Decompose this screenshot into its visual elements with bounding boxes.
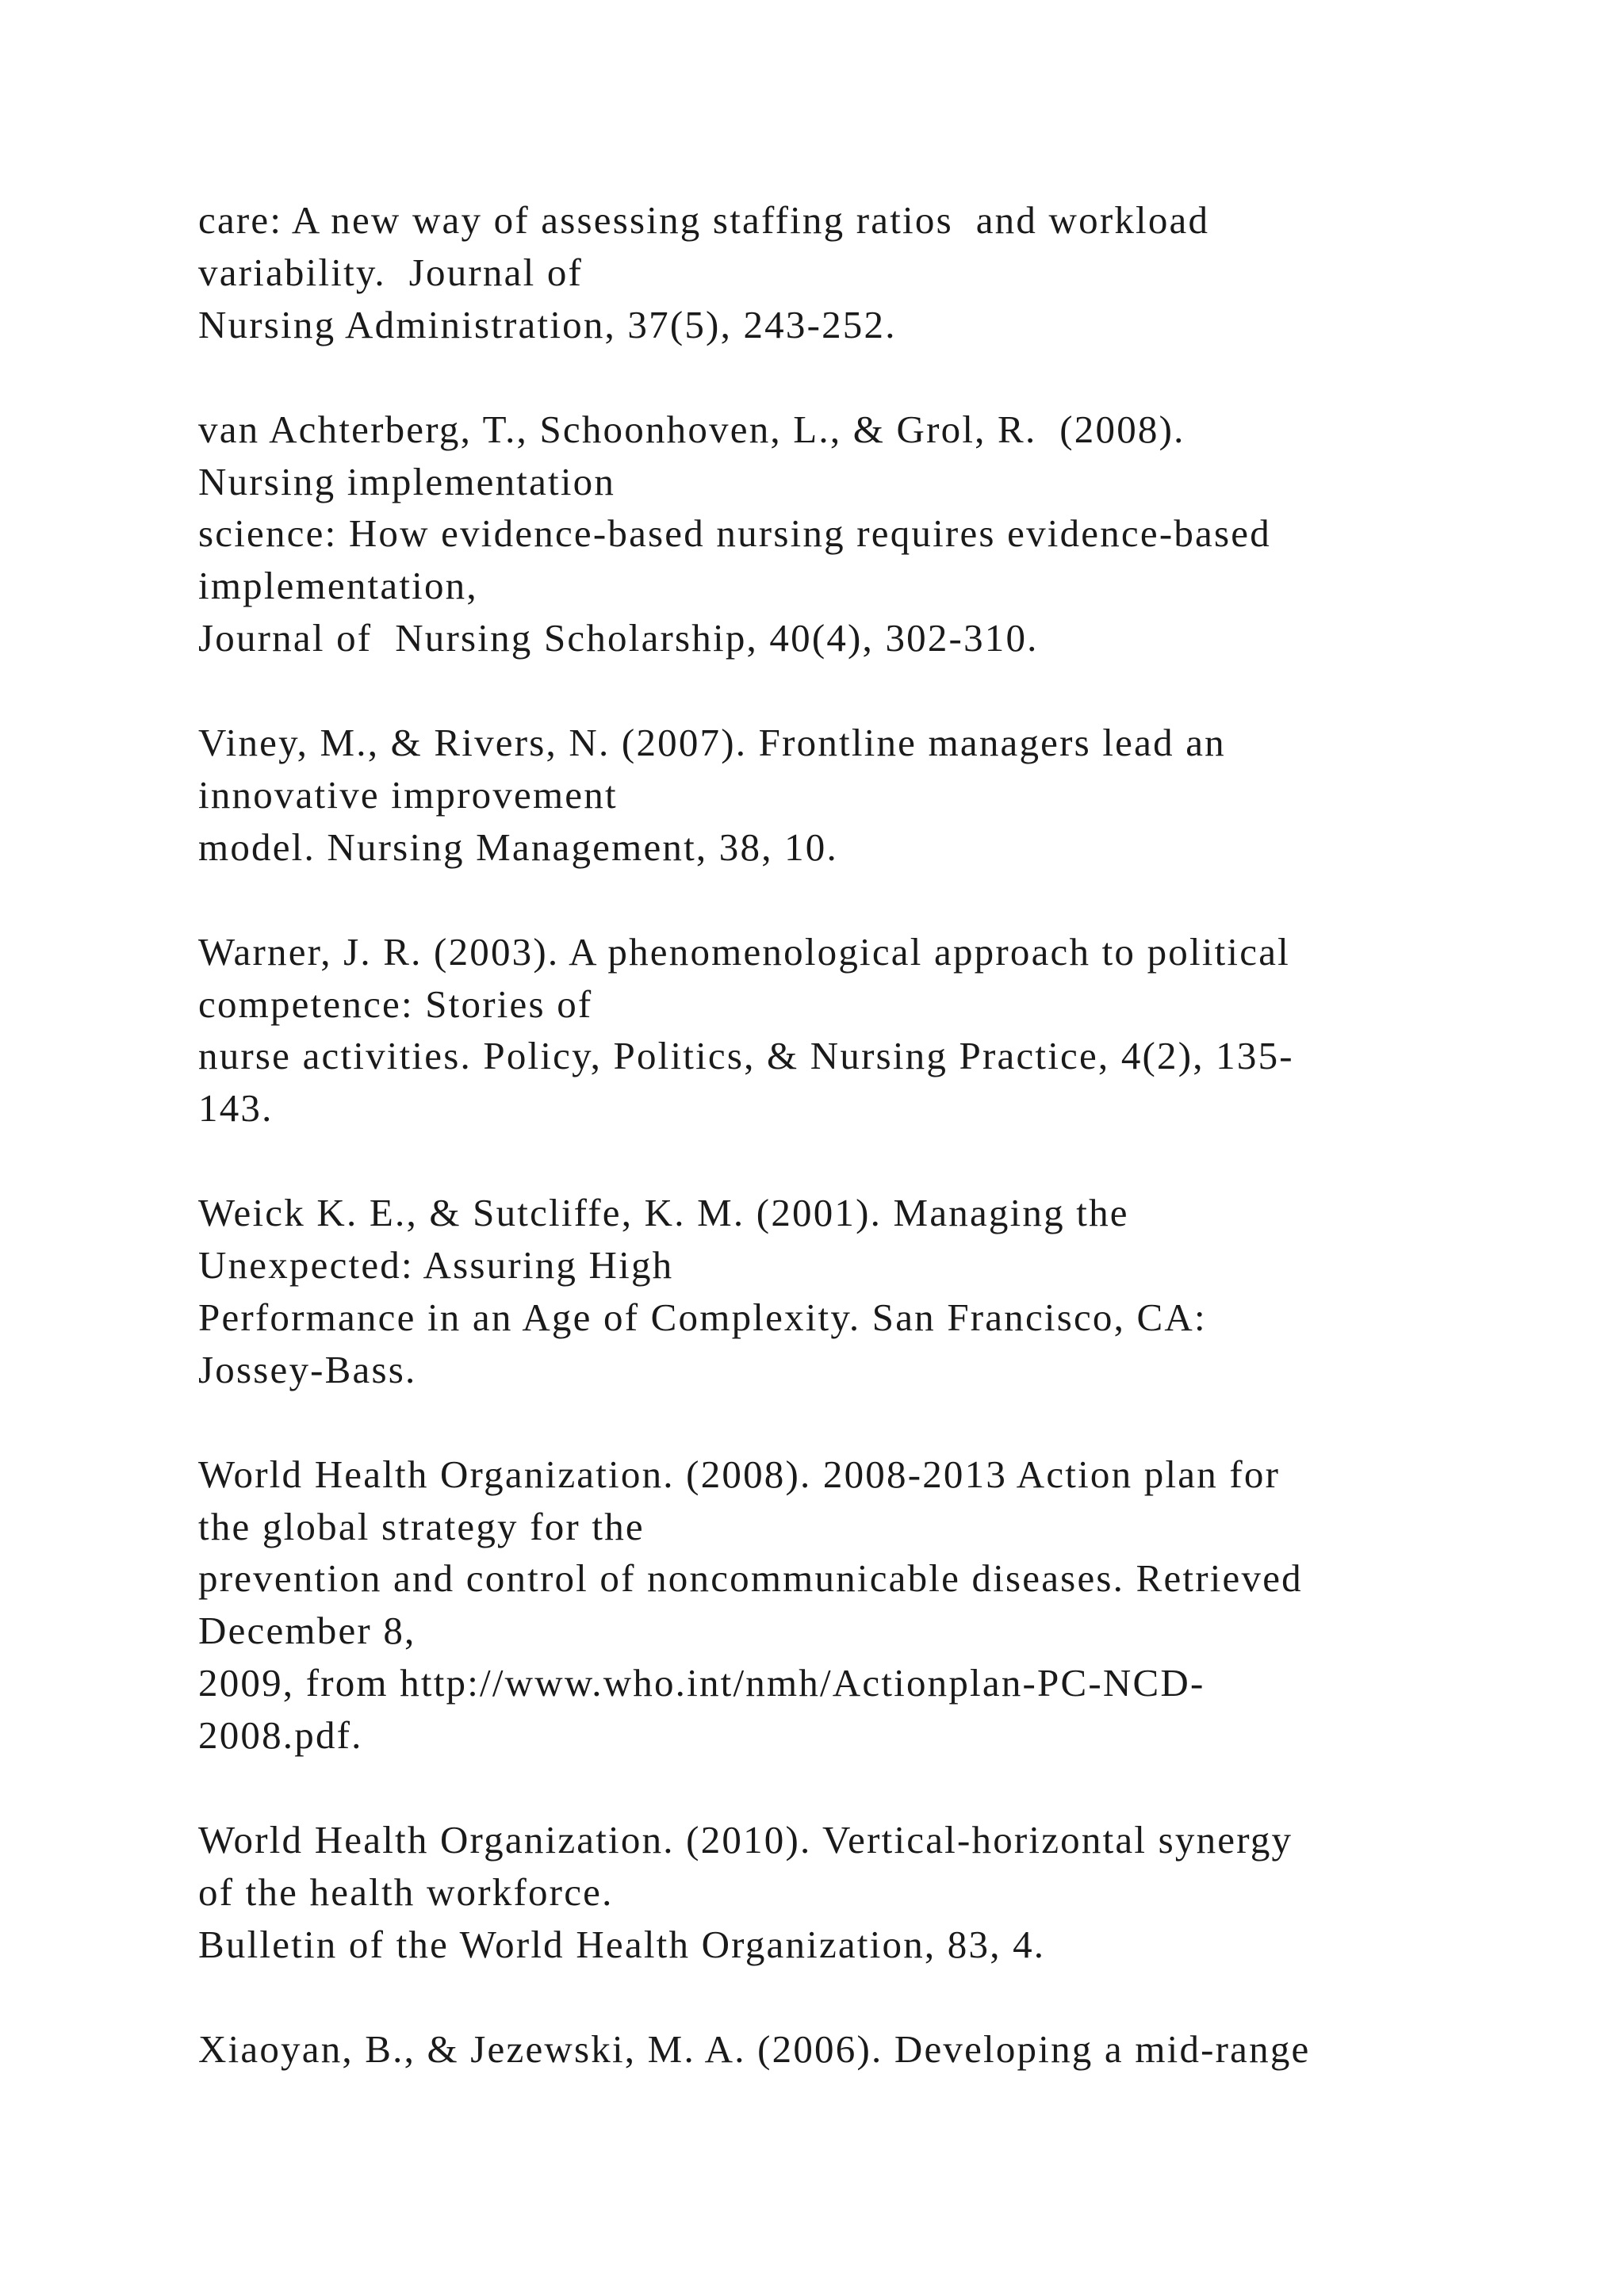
reference-line: December 8, xyxy=(198,1609,416,1653)
reference-line: Xiaoyan, B., & Jezewski, M. A. (2006). Developing a mid-range xyxy=(198,2026,1311,2071)
paragraph-gap xyxy=(198,664,1435,717)
reference-list xyxy=(198,194,1435,2076)
reference-line: Viney, M., & Rivers, N. (2007). Frontline managers lead an xyxy=(198,721,1226,765)
paragraph-gap xyxy=(198,1971,1435,2023)
reference-line: science: How evidence-based nursing requires evidence-based xyxy=(198,511,1271,556)
reference-entry xyxy=(198,1187,1435,1396)
reference-line: model. Nursing Management, 38, 10. xyxy=(198,825,838,869)
reference-line: Nursing implementation xyxy=(198,459,616,503)
reference-line: 2009, from http://www.who.int/nmh/Actionplan-PC-NCD- xyxy=(198,1661,1205,1705)
reference-line: World Health Organization. (2008). 2008-2013 Action plan for xyxy=(198,1452,1281,1496)
paragraph-gap xyxy=(198,874,1435,926)
reference-entry xyxy=(198,404,1435,665)
reference-line: van Achterberg, T., Schoonhoven, L., & Grol, R. (2008). xyxy=(198,407,1185,451)
paragraph-gap xyxy=(198,1762,1435,1814)
reference-line: competence: Stories of xyxy=(198,982,593,1026)
reference-line: 143. xyxy=(198,1086,274,1131)
reference-line: Journal of Nursing Scholarship, 40(4), 302-310. xyxy=(198,616,1039,660)
reference-entry xyxy=(198,717,1435,874)
reference-line: variability. Journal of xyxy=(198,250,584,294)
reference-line: Warner, J. R. (2003). A phenomenological approach to political xyxy=(198,929,1290,974)
reference-entry xyxy=(198,2023,1435,2076)
reference-line: Unexpected: Assuring High xyxy=(198,1243,674,1288)
reference-line: implementation, xyxy=(198,564,478,608)
reference-entry xyxy=(198,926,1435,1135)
reference-line: the global strategy for the xyxy=(198,1504,645,1548)
paragraph-gap xyxy=(198,1396,1435,1448)
reference-line: Bulletin of the World Health Organization, 83, 4. xyxy=(198,1922,1046,1966)
reference-line: 2008.pdf. xyxy=(198,1713,363,1758)
reference-line: World Health Organization. (2010). Vertical-horizontal synergy xyxy=(198,1818,1293,1862)
reference-line: innovative improvement xyxy=(198,772,618,817)
reference-line: Performance in an Age of Complexity. San Francisco, CA: xyxy=(198,1295,1207,1339)
reference-line: Weick K. E., & Sutcliffe, K. M. (2001). Managing the xyxy=(198,1191,1129,1235)
paragraph-gap xyxy=(198,1135,1435,1187)
reference-entry xyxy=(198,1448,1435,1762)
reference-line: Jossey-Bass. xyxy=(198,1347,417,1391)
reference-line: care: A new way of assessing staffing ratios and workload xyxy=(198,198,1210,242)
reference-entry xyxy=(198,1814,1435,1971)
reference-line: nurse activities. Policy, Politics, & Nursing Practice, 4(2), 135- xyxy=(198,1034,1294,1078)
reference-entry xyxy=(198,194,1435,351)
reference-line: prevention and control of noncommunicable diseases. Retrieved xyxy=(198,1556,1303,1601)
reference-line: of the health workforce. xyxy=(198,1869,614,1914)
paragraph-gap xyxy=(198,351,1435,404)
reference-line: Nursing Administration, 37(5), 243-252. xyxy=(198,302,897,346)
